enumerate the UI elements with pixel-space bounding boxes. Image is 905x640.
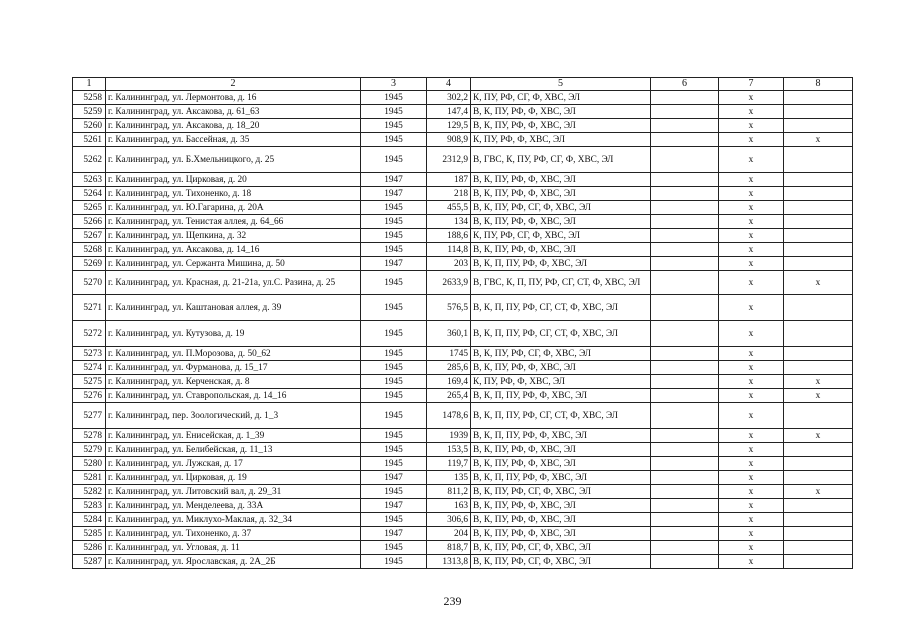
year-cell: 1945 bbox=[361, 403, 427, 429]
column6-cell bbox=[651, 201, 719, 215]
services-cell: В, К, ПУ, РФ, Ф, ХВС, ЭЛ bbox=[471, 443, 651, 457]
year-cell: 1945 bbox=[361, 119, 427, 133]
address-cell: г. Калининград, ул. Цирковая, д. 19 bbox=[106, 471, 361, 485]
address-cell: г. Калининград, ул. Щепкина, д. 32 bbox=[106, 229, 361, 243]
address-cell: г. Калининград, ул. Тихоненко, д. 37 bbox=[106, 527, 361, 541]
year-cell: 1945 bbox=[361, 243, 427, 257]
column7-mark: x bbox=[719, 173, 784, 187]
row-number: 5286 bbox=[73, 541, 106, 555]
address-cell: г. Калининград, ул. П.Морозова, д. 50_62 bbox=[106, 347, 361, 361]
column6-cell bbox=[651, 229, 719, 243]
row-number: 5259 bbox=[73, 105, 106, 119]
area-cell: 218 bbox=[427, 187, 471, 201]
column6-cell bbox=[651, 147, 719, 173]
column7-mark: x bbox=[719, 457, 784, 471]
area-cell: 134 bbox=[427, 215, 471, 229]
address-cell: г. Калининград, ул. Енисейская, д. 1_39 bbox=[106, 429, 361, 443]
table-row bbox=[73, 229, 853, 243]
address-cell: г. Калининград, ул. Миклухо-Маклая, д. 32_34 bbox=[106, 513, 361, 527]
table-row bbox=[73, 187, 853, 201]
services-cell: В, К, ПУ, РФ, Ф, ХВС, ЭЛ bbox=[471, 243, 651, 257]
column7-mark: x bbox=[719, 347, 784, 361]
services-cell: В, К, ПУ, РФ, Ф, ХВС, ЭЛ bbox=[471, 215, 651, 229]
row-number: 5280 bbox=[73, 457, 106, 471]
column7-mark: x bbox=[719, 105, 784, 119]
column-header: 3 bbox=[361, 78, 427, 91]
address-cell: г. Калининград, ул. Угловая, д. 11 bbox=[106, 541, 361, 555]
services-cell: В, К, ПУ, РФ, Ф, ХВС, ЭЛ bbox=[471, 513, 651, 527]
services-cell: В, К, ПУ, РФ, Ф, ХВС, ЭЛ bbox=[471, 527, 651, 541]
services-cell: В, К, П, ПУ, РФ, Ф, ХВС, ЭЛ bbox=[471, 389, 651, 403]
year-cell: 1947 bbox=[361, 527, 427, 541]
area-cell: 129,5 bbox=[427, 119, 471, 133]
column7-mark: x bbox=[719, 201, 784, 215]
row-number: 5265 bbox=[73, 201, 106, 215]
year-cell: 1945 bbox=[361, 321, 427, 347]
year-cell: 1947 bbox=[361, 499, 427, 513]
services-cell: К, ПУ, РФ, Ф, ХВС, ЭЛ bbox=[471, 133, 651, 147]
row-number: 5271 bbox=[73, 295, 106, 321]
table-row bbox=[73, 443, 853, 457]
column6-cell bbox=[651, 91, 719, 105]
services-cell: В, К, П, ПУ, РФ, Ф, ХВС, ЭЛ bbox=[471, 471, 651, 485]
services-cell: В, К, ПУ, РФ, Ф, ХВС, ЭЛ bbox=[471, 105, 651, 119]
column6-cell bbox=[651, 187, 719, 201]
year-cell: 1947 bbox=[361, 187, 427, 201]
area-cell: 153,5 bbox=[427, 443, 471, 457]
column6-cell bbox=[651, 403, 719, 429]
address-cell: г. Калининград, ул. Белибейская, д. 11_13 bbox=[106, 443, 361, 457]
table-row bbox=[73, 541, 853, 555]
table-row bbox=[73, 403, 853, 429]
row-number: 5261 bbox=[73, 133, 106, 147]
column6-cell bbox=[651, 347, 719, 361]
row-number: 5260 bbox=[73, 119, 106, 133]
column6-cell bbox=[651, 243, 719, 257]
column7-mark: x bbox=[719, 389, 784, 403]
services-cell: В, К, ПУ, РФ, СГ, Ф, ХВС, ЭЛ bbox=[471, 541, 651, 555]
column6-cell bbox=[651, 443, 719, 457]
year-cell: 1945 bbox=[361, 485, 427, 499]
area-cell: 455,5 bbox=[427, 201, 471, 215]
column8-mark bbox=[784, 201, 853, 215]
year-cell: 1945 bbox=[361, 229, 427, 243]
column8-mark bbox=[784, 513, 853, 527]
services-cell: К, ПУ, РФ, СГ, Ф, ХВС, ЭЛ bbox=[471, 229, 651, 243]
area-cell: 163 bbox=[427, 499, 471, 513]
area-cell: 576,5 bbox=[427, 295, 471, 321]
table-row bbox=[73, 133, 853, 147]
row-number: 5277 bbox=[73, 403, 106, 429]
column8-mark bbox=[784, 527, 853, 541]
row-number: 5275 bbox=[73, 375, 106, 389]
column8-mark bbox=[784, 105, 853, 119]
year-cell: 1945 bbox=[361, 201, 427, 215]
column8-mark bbox=[784, 457, 853, 471]
area-cell: 2633,9 bbox=[427, 271, 471, 295]
column-header: 4 bbox=[427, 78, 471, 91]
services-cell: В, К, ПУ, РФ, Ф, ХВС, ЭЛ bbox=[471, 499, 651, 513]
area-cell: 187 bbox=[427, 173, 471, 187]
column7-mark: x bbox=[719, 513, 784, 527]
table-row bbox=[73, 471, 853, 485]
area-cell: 203 bbox=[427, 257, 471, 271]
year-cell: 1945 bbox=[361, 105, 427, 119]
column8-mark bbox=[784, 443, 853, 457]
column7-mark: x bbox=[719, 471, 784, 485]
column7-mark: x bbox=[719, 229, 784, 243]
column8-mark bbox=[784, 243, 853, 257]
column8-mark: x bbox=[784, 389, 853, 403]
table-row bbox=[73, 361, 853, 375]
year-cell: 1945 bbox=[361, 541, 427, 555]
column6-cell bbox=[651, 389, 719, 403]
column8-mark bbox=[784, 347, 853, 361]
address-cell: г. Калининград, ул. Каштановая аллея, д. 39 bbox=[106, 295, 361, 321]
services-cell: В, К, ПУ, РФ, СГ, Ф, ХВС, ЭЛ bbox=[471, 201, 651, 215]
services-cell: В, К, ПУ, РФ, Ф, ХВС, ЭЛ bbox=[471, 187, 651, 201]
address-cell: г. Калининград, пер. Зоологический, д. 1_3 bbox=[106, 403, 361, 429]
column6-cell bbox=[651, 133, 719, 147]
address-cell: г. Калининград, ул. Аксакова, д. 61_63 bbox=[106, 105, 361, 119]
column7-mark: x bbox=[719, 321, 784, 347]
row-number: 5258 bbox=[73, 91, 106, 105]
services-cell: В, К, ПУ, РФ, СГ, Ф, ХВС, ЭЛ bbox=[471, 485, 651, 499]
column8-mark: x bbox=[784, 133, 853, 147]
table-row bbox=[73, 271, 853, 295]
address-cell: г. Калининград, ул. Лужская, д. 17 bbox=[106, 457, 361, 471]
row-number: 5272 bbox=[73, 321, 106, 347]
year-cell: 1945 bbox=[361, 429, 427, 443]
area-cell: 135 bbox=[427, 471, 471, 485]
table-row bbox=[73, 147, 853, 173]
address-cell: г. Калининград, ул. Аксакова, д. 18_20 bbox=[106, 119, 361, 133]
table-row bbox=[73, 173, 853, 187]
row-number: 5262 bbox=[73, 147, 106, 173]
services-cell: В, К, ПУ, РФ, СГ, Ф, ХВС, ЭЛ bbox=[471, 555, 651, 569]
column7-mark: x bbox=[719, 257, 784, 271]
table-row bbox=[73, 485, 853, 499]
column-header: 5 bbox=[471, 78, 651, 91]
services-cell: В, К, П, ПУ, РФ, СГ, СТ, Ф, ХВС, ЭЛ bbox=[471, 403, 651, 429]
column7-mark: x bbox=[719, 375, 784, 389]
year-cell: 1945 bbox=[361, 389, 427, 403]
area-cell: 204 bbox=[427, 527, 471, 541]
column8-mark bbox=[784, 187, 853, 201]
year-cell: 1945 bbox=[361, 215, 427, 229]
services-cell: В, К, П, ПУ, РФ, СГ, СТ, Ф, ХВС, ЭЛ bbox=[471, 321, 651, 347]
address-cell: г. Калининград, ул. Цирковая, д. 20 bbox=[106, 173, 361, 187]
table-row bbox=[73, 119, 853, 133]
table-row bbox=[73, 243, 853, 257]
table-row bbox=[73, 457, 853, 471]
table-row bbox=[73, 347, 853, 361]
table-body bbox=[73, 78, 853, 569]
column6-cell bbox=[651, 513, 719, 527]
address-cell: г. Калининград, ул. Ярославская, д. 2А_2Б bbox=[106, 555, 361, 569]
address-cell: г. Калининград, ул. Кутузова, д. 19 bbox=[106, 321, 361, 347]
column8-mark bbox=[784, 91, 853, 105]
table-row bbox=[73, 215, 853, 229]
table-row bbox=[73, 321, 853, 347]
row-number: 5284 bbox=[73, 513, 106, 527]
services-cell: К, ПУ, РФ, Ф, ХВС, ЭЛ bbox=[471, 375, 651, 389]
column6-cell bbox=[651, 295, 719, 321]
area-cell: 908,9 bbox=[427, 133, 471, 147]
year-cell: 1945 bbox=[361, 347, 427, 361]
area-cell: 811,2 bbox=[427, 485, 471, 499]
column7-mark: x bbox=[719, 485, 784, 499]
year-cell: 1945 bbox=[361, 295, 427, 321]
column8-mark bbox=[784, 321, 853, 347]
row-number: 5285 bbox=[73, 527, 106, 541]
services-cell: В, К, ПУ, РФ, Ф, ХВС, ЭЛ bbox=[471, 119, 651, 133]
column-header: 8 bbox=[784, 78, 853, 91]
table-row bbox=[73, 389, 853, 403]
row-number: 5282 bbox=[73, 485, 106, 499]
area-cell: 169,4 bbox=[427, 375, 471, 389]
row-number: 5267 bbox=[73, 229, 106, 243]
area-cell: 147,4 bbox=[427, 105, 471, 119]
year-cell: 1945 bbox=[361, 271, 427, 295]
column6-cell bbox=[651, 173, 719, 187]
address-cell: г. Калининград, ул. Красная, д. 21-21а, ул.С. Разина, д. 25 bbox=[106, 271, 361, 295]
year-cell: 1945 bbox=[361, 375, 427, 389]
area-cell: 114,8 bbox=[427, 243, 471, 257]
table-row bbox=[73, 527, 853, 541]
column7-mark: x bbox=[719, 443, 784, 457]
row-number: 5263 bbox=[73, 173, 106, 187]
column8-mark bbox=[784, 257, 853, 271]
column6-cell bbox=[651, 429, 719, 443]
address-cell: г. Калининград, ул. Тенистая аллея, д. 64_66 bbox=[106, 215, 361, 229]
table-row bbox=[73, 555, 853, 569]
address-cell: г. Калининград, ул. Б.Хмельницкого, д. 25 bbox=[106, 147, 361, 173]
column6-cell bbox=[651, 271, 719, 295]
services-cell: В, К, ПУ, РФ, СГ, Ф, ХВС, ЭЛ bbox=[471, 347, 651, 361]
column7-mark: x bbox=[719, 295, 784, 321]
column7-mark: x bbox=[719, 187, 784, 201]
services-cell: В, К, П, ПУ, РФ, Ф, ХВС, ЭЛ bbox=[471, 429, 651, 443]
row-number: 5276 bbox=[73, 389, 106, 403]
column7-mark: x bbox=[719, 133, 784, 147]
column8-mark: x bbox=[784, 375, 853, 389]
address-cell: г. Калининград, ул. Аксакова, д. 14_16 bbox=[106, 243, 361, 257]
area-cell: 306,6 bbox=[427, 513, 471, 527]
row-number: 5278 bbox=[73, 429, 106, 443]
year-cell: 1945 bbox=[361, 443, 427, 457]
address-cell: г. Калининград, ул. Менделеева, д. 33А bbox=[106, 499, 361, 513]
column6-cell bbox=[651, 471, 719, 485]
header-row bbox=[73, 78, 853, 91]
column8-mark: x bbox=[784, 485, 853, 499]
address-cell: г. Калининград, ул. Сержанта Мишина, д. 50 bbox=[106, 257, 361, 271]
table-row bbox=[73, 91, 853, 105]
area-cell: 302,2 bbox=[427, 91, 471, 105]
column6-cell bbox=[651, 105, 719, 119]
column8-mark bbox=[784, 295, 853, 321]
address-cell: г. Калининград, ул. Ю.Гагарина, д. 20А bbox=[106, 201, 361, 215]
table-row bbox=[73, 513, 853, 527]
table-row bbox=[73, 295, 853, 321]
year-cell: 1945 bbox=[361, 91, 427, 105]
column6-cell bbox=[651, 361, 719, 375]
column6-cell bbox=[651, 375, 719, 389]
column7-mark: x bbox=[719, 215, 784, 229]
services-cell: В, К, ПУ, РФ, Ф, ХВС, ЭЛ bbox=[471, 457, 651, 471]
column6-cell bbox=[651, 541, 719, 555]
column8-mark bbox=[784, 499, 853, 513]
column8-mark bbox=[784, 471, 853, 485]
year-cell: 1947 bbox=[361, 173, 427, 187]
row-number: 5264 bbox=[73, 187, 106, 201]
table-row bbox=[73, 105, 853, 119]
column8-mark bbox=[784, 173, 853, 187]
table-row bbox=[73, 375, 853, 389]
row-number: 5287 bbox=[73, 555, 106, 569]
column8-mark bbox=[784, 555, 853, 569]
area-cell: 1745 bbox=[427, 347, 471, 361]
year-cell: 1947 bbox=[361, 471, 427, 485]
year-cell: 1945 bbox=[361, 513, 427, 527]
address-cell: г. Калининград, ул. Тихоненко, д. 18 bbox=[106, 187, 361, 201]
table-row bbox=[73, 201, 853, 215]
row-number: 5270 bbox=[73, 271, 106, 295]
column8-mark bbox=[784, 119, 853, 133]
address-cell: г. Калининград, ул. Фурманова, д. 15_17 bbox=[106, 361, 361, 375]
area-cell: 119,7 bbox=[427, 457, 471, 471]
column7-mark: x bbox=[719, 499, 784, 513]
table-row bbox=[73, 429, 853, 443]
services-cell: В, К, ПУ, РФ, Ф, ХВС, ЭЛ bbox=[471, 173, 651, 187]
column8-mark bbox=[784, 229, 853, 243]
column-header: 2 bbox=[106, 78, 361, 91]
year-cell: 1945 bbox=[361, 457, 427, 471]
column6-cell bbox=[651, 485, 719, 499]
column8-mark: x bbox=[784, 271, 853, 295]
column8-mark bbox=[784, 147, 853, 173]
column8-mark: x bbox=[784, 429, 853, 443]
column8-mark bbox=[784, 541, 853, 555]
row-number: 5269 bbox=[73, 257, 106, 271]
services-cell: В, ГВС, К, ПУ, РФ, СГ, Ф, ХВС, ЭЛ bbox=[471, 147, 651, 173]
table-row bbox=[73, 499, 853, 513]
column8-mark bbox=[784, 403, 853, 429]
area-cell: 285,6 bbox=[427, 361, 471, 375]
year-cell: 1945 bbox=[361, 361, 427, 375]
address-cell: г. Калининград, ул. Ставропольская, д. 14_16 bbox=[106, 389, 361, 403]
column6-cell bbox=[651, 457, 719, 471]
column8-mark bbox=[784, 361, 853, 375]
services-cell: К, ПУ, РФ, СГ, Ф, ХВС, ЭЛ bbox=[471, 91, 651, 105]
area-cell: 1939 bbox=[427, 429, 471, 443]
column6-cell bbox=[651, 499, 719, 513]
column6-cell bbox=[651, 555, 719, 569]
column7-mark: x bbox=[719, 271, 784, 295]
services-cell: В, К, ПУ, РФ, Ф, ХВС, ЭЛ bbox=[471, 361, 651, 375]
row-number: 5274 bbox=[73, 361, 106, 375]
address-cell: г. Калининград, ул. Лермонтова, д. 16 bbox=[106, 91, 361, 105]
column7-mark: x bbox=[719, 403, 784, 429]
column7-mark: x bbox=[719, 91, 784, 105]
area-cell: 265,4 bbox=[427, 389, 471, 403]
column7-mark: x bbox=[719, 541, 784, 555]
services-cell: В, К, П, ПУ, РФ, СГ, СТ, Ф, ХВС, ЭЛ bbox=[471, 295, 651, 321]
area-cell: 1313,8 bbox=[427, 555, 471, 569]
column6-cell bbox=[651, 215, 719, 229]
address-cell: г. Калининград, ул. Литовский вал, д. 29_31 bbox=[106, 485, 361, 499]
row-number: 5268 bbox=[73, 243, 106, 257]
area-cell: 818,7 bbox=[427, 541, 471, 555]
column7-mark: x bbox=[719, 429, 784, 443]
column8-mark bbox=[784, 215, 853, 229]
column6-cell bbox=[651, 119, 719, 133]
area-cell: 1478,6 bbox=[427, 403, 471, 429]
housing-table bbox=[72, 77, 853, 569]
row-number: 5266 bbox=[73, 215, 106, 229]
column7-mark: x bbox=[719, 243, 784, 257]
area-cell: 360,1 bbox=[427, 321, 471, 347]
table-row bbox=[73, 257, 853, 271]
row-number: 5273 bbox=[73, 347, 106, 361]
area-cell: 2312,9 bbox=[427, 147, 471, 173]
area-cell: 188,6 bbox=[427, 229, 471, 243]
column7-mark: x bbox=[719, 361, 784, 375]
column6-cell bbox=[651, 527, 719, 541]
row-number: 5279 bbox=[73, 443, 106, 457]
column7-mark: x bbox=[719, 555, 784, 569]
services-cell: В, К, П, ПУ, РФ, Ф, ХВС, ЭЛ bbox=[471, 257, 651, 271]
row-number: 5281 bbox=[73, 471, 106, 485]
column7-mark: x bbox=[719, 119, 784, 133]
address-cell: г. Калининград, ул. Бассейная, д. 35 bbox=[106, 133, 361, 147]
column6-cell bbox=[651, 321, 719, 347]
address-cell: г. Калининград, ул. Керченская, д. 8 bbox=[106, 375, 361, 389]
page-number: 239 bbox=[443, 594, 462, 608]
year-cell: 1945 bbox=[361, 133, 427, 147]
row-number: 5283 bbox=[73, 499, 106, 513]
services-cell: В, ГВС, К, П, ПУ, РФ, СГ, СТ, Ф, ХВС, ЭЛ bbox=[471, 271, 651, 295]
column-header: 6 bbox=[651, 78, 719, 91]
column7-mark: x bbox=[719, 527, 784, 541]
year-cell: 1945 bbox=[361, 147, 427, 173]
column-header: 7 bbox=[719, 78, 784, 91]
year-cell: 1947 bbox=[361, 257, 427, 271]
column6-cell bbox=[651, 257, 719, 271]
column-header: 1 bbox=[73, 78, 106, 91]
column7-mark: x bbox=[719, 147, 784, 173]
year-cell: 1945 bbox=[361, 555, 427, 569]
